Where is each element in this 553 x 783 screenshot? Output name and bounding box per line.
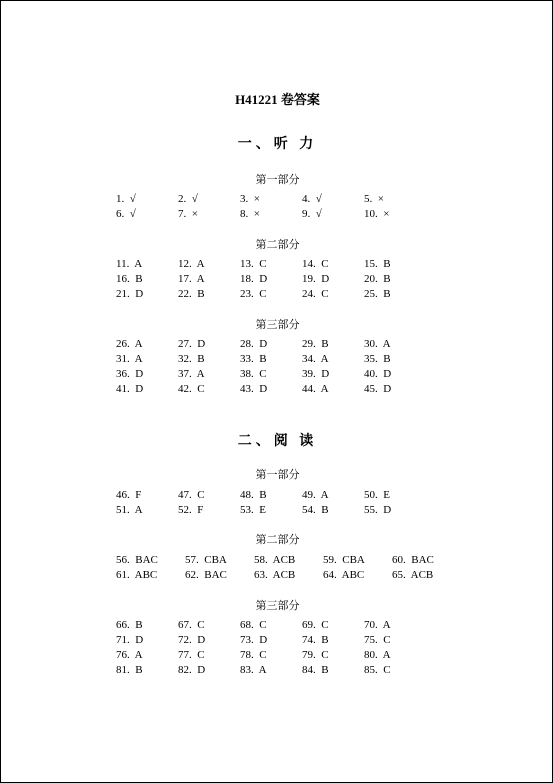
answer-item: 31. A	[116, 353, 143, 365]
answer-item: 11. A	[116, 258, 143, 270]
answer-item: 44. A	[302, 383, 329, 395]
answer-item: 64. ABC	[323, 569, 365, 581]
answer-item: 45. D	[364, 383, 392, 395]
answer-row	[116, 192, 426, 207]
answer-item: 23. C	[240, 288, 267, 300]
part-label-listening-3: 第三部分	[255, 319, 300, 331]
answer-item: 54. B	[302, 504, 329, 516]
answer-item: 32. B	[178, 353, 205, 365]
answer-item: 49. A	[302, 489, 329, 501]
answer-item: 48. B	[240, 489, 267, 501]
answer-item: 46. F	[116, 489, 142, 501]
answer-item: 36. D	[116, 368, 144, 380]
answer-item: 15. B	[364, 258, 391, 270]
answer-row	[116, 272, 426, 287]
answer-item: 58. ACB	[254, 554, 296, 566]
answer-item: 37. A	[178, 368, 205, 380]
answer-item: 53. E	[240, 504, 266, 516]
answer-row	[116, 618, 426, 633]
answer-item: 52. F	[178, 504, 204, 516]
answer-item: 13. C	[240, 258, 267, 270]
answer-item: 73. D	[240, 634, 268, 646]
answer-grid-reading-2	[116, 553, 461, 583]
answer-grid-listening-3	[116, 337, 426, 397]
answer-item: 1. √	[116, 193, 136, 205]
answer-item: 14. C	[302, 258, 329, 270]
part-label-listening-1: 第一部分	[255, 174, 300, 186]
answer-item: 25. B	[364, 288, 391, 300]
answer-row	[116, 382, 426, 397]
document-title: H41221 卷答案	[235, 92, 320, 107]
answer-item: 68. C	[240, 619, 267, 631]
answer-item: 85. C	[364, 664, 391, 676]
answer-item: 40. D	[364, 368, 392, 380]
answer-item: 7. ×	[178, 208, 198, 220]
answer-row	[116, 503, 426, 518]
answer-item: 69. C	[302, 619, 329, 631]
answer-grid-listening-1	[116, 192, 426, 222]
answer-item: 51. A	[116, 504, 143, 516]
answer-grid-reading-3	[116, 618, 426, 678]
answer-item: 30. A	[364, 338, 391, 350]
answer-item: 18. D	[240, 273, 268, 285]
answer-item: 16. B	[116, 273, 143, 285]
answer-item: 20. B	[364, 273, 391, 285]
answer-item: 5. ×	[364, 193, 384, 205]
answer-item: 8. ×	[240, 208, 260, 220]
answer-item: 33. B	[240, 353, 267, 365]
section-heading-listening: 一、听 力	[237, 137, 318, 152]
part-label-listening-2: 第二部分	[255, 239, 300, 251]
answer-item: 63. ACB	[254, 569, 296, 581]
answer-item: 83. A	[240, 664, 267, 676]
answer-item: 84. B	[302, 664, 329, 676]
answer-row	[116, 553, 461, 568]
answer-item: 75. C	[364, 634, 391, 646]
part-label-reading-2: 第二部分	[255, 534, 300, 546]
answer-row	[116, 488, 426, 503]
answer-item: 60. BAC	[392, 554, 434, 566]
answer-item: 55. D	[364, 504, 392, 516]
answer-item: 78. C	[240, 649, 267, 661]
answer-item: 57. CBA	[185, 554, 227, 566]
answer-row	[116, 367, 426, 382]
answer-item: 6. √	[116, 208, 136, 220]
answer-row	[116, 568, 461, 583]
part-label-reading-1: 第一部分	[255, 469, 300, 481]
answer-row	[116, 257, 426, 272]
answer-item: 39. D	[302, 368, 330, 380]
answer-item: 71. D	[116, 634, 144, 646]
answer-item: 27. D	[178, 338, 206, 350]
answer-item: 17. A	[178, 273, 205, 285]
answer-row	[116, 633, 426, 648]
answer-item: 76. A	[116, 649, 143, 661]
answer-item: 79. C	[302, 649, 329, 661]
answer-grid-listening-2	[116, 257, 426, 302]
answer-item: 50. E	[364, 489, 390, 501]
answer-item: 9. √	[302, 208, 322, 220]
answer-row	[116, 337, 426, 352]
answer-item: 10. ×	[364, 208, 390, 220]
answer-row	[116, 352, 426, 367]
section-heading-reading: 二、阅 读	[237, 434, 318, 449]
answer-item: 28. D	[240, 338, 268, 350]
answer-item: 62. BAC	[185, 569, 227, 581]
answer-item: 72. D	[178, 634, 206, 646]
answer-item: 2. √	[178, 193, 198, 205]
answer-item: 29. B	[302, 338, 329, 350]
answer-row	[116, 207, 426, 222]
answer-row	[116, 287, 426, 302]
answer-item: 38. C	[240, 368, 267, 380]
answer-item: 34. A	[302, 353, 329, 365]
answer-item: 70. A	[364, 619, 391, 631]
answer-item: 81. B	[116, 664, 143, 676]
answer-item: 80. A	[364, 649, 391, 661]
answer-item: 65. ACB	[392, 569, 434, 581]
part-label-reading-3: 第三部分	[255, 600, 300, 612]
answer-item: 42. C	[178, 383, 205, 395]
answer-row	[116, 663, 426, 678]
answer-item: 4. √	[302, 193, 322, 205]
answer-item: 41. D	[116, 383, 144, 395]
answer-item: 56. BAC	[116, 554, 158, 566]
answer-item: 35. B	[364, 353, 391, 365]
answer-item: 59. CBA	[323, 554, 365, 566]
answer-item: 19. D	[302, 273, 330, 285]
answer-item: 26. A	[116, 338, 143, 350]
answer-item: 61. ABC	[116, 569, 158, 581]
answer-item: 43. D	[240, 383, 268, 395]
answer-item: 66. B	[116, 619, 143, 631]
answer-item: 67. C	[178, 619, 205, 631]
answer-grid-reading-1	[116, 488, 426, 518]
answer-item: 12. A	[178, 258, 205, 270]
answer-item: 47. C	[178, 489, 205, 501]
answer-item: 24. C	[302, 288, 329, 300]
answer-item: 22. B	[178, 288, 205, 300]
answer-item: 82. D	[178, 664, 206, 676]
answer-item: 74. B	[302, 634, 329, 646]
answer-row	[116, 648, 426, 663]
answer-item: 21. D	[116, 288, 144, 300]
answer-item: 3. ×	[240, 193, 260, 205]
answer-item: 77. C	[178, 649, 205, 661]
